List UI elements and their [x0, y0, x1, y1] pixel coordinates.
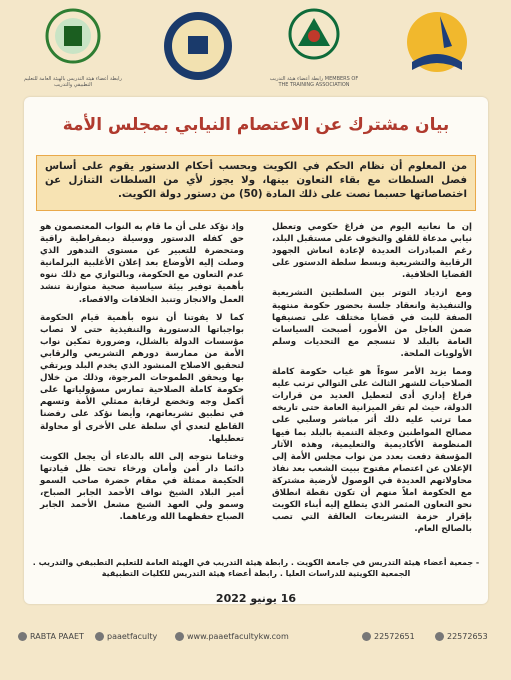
statement-title: بيان مشترك عن الاعتصام النيابي بمجلس الأمة — [62, 115, 450, 135]
fax-icon — [435, 632, 444, 641]
globe-icon — [175, 632, 184, 641]
paragraph: ومما يزيد الأمر سوءاً هو غياب حكومة كاملة الصلاحيات للشهر الثالث على التوالي ترتب عليه فراغ إداري أدى لتعطيل العديد من قرارات الدولة، حيث لم تقر الميزانية العامة حتى تاريخه مما ترتب عليه ذلك أثر مباشر وسلبي على مصالح المواطنين وعجلة التنمية بالبلد بما فيها المنظومة الأكاديمية والتعليمية، وهذه الآثار المؤسفة دفعت بعدد من نواب مجلس الأمة إلى الإعلان عن اعتصام مفتوح ببيت الشعب بعد نفاذ محاولاتهم العديدة في الوصول لأرضية مشتركة مع الحكومة املاً منهم أن تكون نقطة انطلاق نحو التعاون المثمر الذي يتطلع إليه أبناء الكويت بإقرار حزمة التشريعات العالقة التي تصب بالصالح العام. — [272, 367, 472, 535]
faculty-logo — [378, 6, 496, 86]
website-link[interactable]: www.paaetfacultykw.com — [175, 632, 289, 641]
phone-link-2[interactable]: 22572653 — [435, 632, 488, 641]
paragraph: ومع ازدياد التوتر بين السلطتين التشريعية والتنفيذية وانعقاد جلسة بحضور حكومة منتهية الصفة للبت في قضايا مختلف على تصنيفها ضمن العاجل من الأمور، أصبحت السياسات العامة بالبلد لا تنسجم مع التحديات وسلم الأولويات الملحة. — [272, 288, 472, 359]
signatories: - جمعية أعضاء هيئة التدريس في جامعة الكويت . رابطة هيئة التدريب في الهيئة العامة للتعليم التطبيقي والتدريب . الجمعية الكويتية للدراسات العليا . رابطة أعضاء هيئة التدريس للكليات التطبيقية — [32, 558, 480, 578]
twitter-link[interactable]: paaetfaculty — [95, 632, 157, 641]
training-association-logo: رابطة أعضاء هيئة التدريب MEMBERS OF THE TRAINING ASSOCIATION — [268, 6, 360, 86]
left-column — [40, 221, 244, 529]
intro-box: من المعلوم أن نظام الحكم في الكويت وبحسب أحكام الدستور يقوم على أساس فصل السلطات مع بقاء التعاون بينها، ولا يجوز لأي من السلطات التنازل عن اختصاصاتها حسبما نصت على ذلك المادة (50) من دستور دولة الكويت. — [36, 155, 476, 211]
paragraph: وختاما نتوجه إلى الله بالدعاء أن يجعل الكويت دائما دار أمن وأمان ورخاء تحت ظل قيادتها الحكيمة ممثلة في مقام حضرة صاحب السمو أمير البلاد الشيخ نواف الأحمد الجابر الصباح، وسمو ولي العهد الشيخ مشعل الأحمد الجابر الصباح حفظهما الله ورعاهما. — [40, 451, 244, 523]
paragraph: إن ما نعانيه اليوم من فراغ حكومي وتعطل نيابي مدعاة للقلق والتخوف على مستقبل البلد، رغم المبادرات العديدة لإعادة انعاش الجهود الرقابية والتشريعية وبسط سلطة الدستور على القضايا الخلافية. — [272, 222, 472, 281]
paragraph: وإذ نؤكد على أن ما قام به النواب المعتصمون هو حق كفله الدستور ووسيلة ديمقراطية راقية ومتحضرة للتعبير عن مستوى التدهور الذي وصلت إليه الأوضاع بعد إعلان الأغلبية البرلمانية عدم التعاون مع الحكومة، وبالتوازي مع ذلك ننوه بأهمية توفير بيئة سياسية صحية متوازنة تنشد العمل والانجاز وتنبذ الخلافات والاقصاء. — [40, 222, 244, 305]
contact-bar — [0, 628, 511, 646]
statement-card — [24, 97, 488, 604]
statement-date: 16 يونيو 2022 — [215, 592, 297, 605]
phone-icon — [362, 632, 371, 641]
twitter-icon — [95, 632, 104, 641]
instagram-icon — [18, 632, 27, 641]
league-logo: رابطة أعضاء هيئة التدريس بالهيئة العامة للتعليم التطبيقي والتدريب — [18, 6, 128, 86]
rabta-link[interactable]: RABTA PAAET — [18, 632, 84, 641]
paragraph: كما لا يفوتنا أن ننوه بأهمية قيام الحكومة بواجباتها الدستورية والتنفيذية حتى لا تصاب مؤسسات الدولة بالشلل، وضرورة تمكين نواب الأمة من ممارسة دورهم التشريعي والرقابي لتحقيق الاصلاح المنشود الذي يخدم البلد ويرتقي بها ويحقق الطموحات المرجوة، وذلك من خلال حكومة كاملة الصلاحية تمارس مسؤولياتها على أكمل وجه وتخضع لرقابة ممثلي الأمة وتسهم في تطبيق تشريعاتهم، وأيضا نؤكد على رفضنا القاطع لتعدي أي سلطة على الأخرى أو محاولة تعطيلها. — [40, 312, 244, 444]
right-column — [272, 221, 472, 541]
phone-link-1[interactable]: 22572651 — [362, 632, 415, 641]
university-logo — [158, 6, 238, 86]
logo-strip — [18, 6, 496, 90]
